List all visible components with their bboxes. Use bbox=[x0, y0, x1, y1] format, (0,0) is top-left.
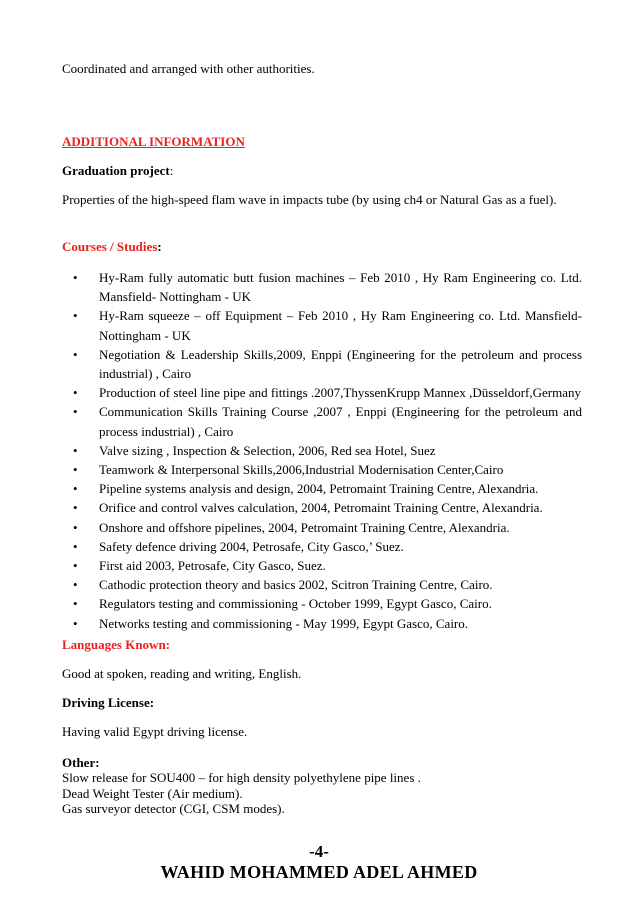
courses-list bbox=[62, 268, 582, 633]
bullet-icon: • bbox=[73, 404, 78, 420]
bullet-icon: • bbox=[73, 500, 78, 516]
bullet-icon: • bbox=[73, 577, 78, 593]
bullet-icon: • bbox=[73, 538, 78, 554]
course-text: Production of steel line pipe and fittings .2007,ThyssenKrupp Mannex ,Düsseldorf,Germany bbox=[99, 385, 581, 401]
other-heading: Other: bbox=[62, 755, 100, 770]
bullet-icon: • bbox=[73, 385, 78, 401]
course-item bbox=[62, 383, 582, 402]
bullet-icon: • bbox=[73, 308, 78, 324]
footer-name: WAHID MOHAMMED ADEL AHMED bbox=[160, 862, 478, 882]
intro-line: Coordinated and arranged with other authorities. bbox=[62, 61, 315, 76]
driving-license-heading: Driving License: bbox=[62, 695, 155, 710]
course-text: Hy-Ram fully automatic butt fusion machines – Feb 2010 , Hy Ram Engineering co. Ltd. Mansfield- Nottingham - UK bbox=[99, 270, 582, 305]
bullet-icon: • bbox=[73, 442, 78, 458]
course-item bbox=[62, 537, 582, 556]
course-item bbox=[62, 575, 582, 594]
course-item bbox=[62, 614, 582, 633]
course-text: Valve sizing , Inspection & Selection, 2006, Red sea Hotel, Suez bbox=[99, 442, 436, 458]
courses-heading-text: Courses / Studies bbox=[62, 239, 158, 254]
course-text: Teamwork & Interpersonal Skills,2006,Industrial Modernisation Center,Cairo bbox=[99, 462, 504, 478]
course-item bbox=[62, 268, 582, 306]
graduation-project-text: Properties of the high-speed flam wave in impacts tube (by using ch4 or Natural Gas as a fuel). bbox=[62, 192, 557, 207]
page-number: -4- bbox=[309, 842, 329, 861]
bullet-icon: • bbox=[73, 558, 78, 574]
course-text: Hy-Ram squeeze – off Equipment – Feb 2010 , Hy Ram Engineering co. Ltd. Mansfield-Nottingham - UK bbox=[99, 308, 582, 343]
graduation-colon: : bbox=[169, 163, 174, 178]
bullet-icon: • bbox=[73, 270, 78, 285]
languages-heading: Languages Known: bbox=[62, 637, 170, 652]
courses-heading bbox=[62, 239, 162, 255]
course-text: Cathodic protection theory and basics 2002, Scitron Training Centre, Cairo. bbox=[99, 577, 493, 593]
course-item bbox=[62, 594, 582, 613]
course-item bbox=[62, 402, 582, 440]
course-text: Safety defence driving 2004, Petrosafe, City Gasco,’ Suez. bbox=[99, 538, 404, 554]
course-item bbox=[62, 460, 582, 479]
graduation-project-label bbox=[62, 163, 173, 179]
other-line: Dead Weight Tester (Air medium). bbox=[62, 786, 243, 801]
course-item bbox=[62, 441, 582, 460]
course-text: First aid 2003, Petrosafe, City Gasco, Suez. bbox=[99, 558, 326, 574]
driving-license-text: Having valid Egypt driving license. bbox=[62, 724, 248, 739]
course-item bbox=[62, 306, 582, 344]
bullet-icon: • bbox=[73, 615, 78, 631]
course-text: Communication Skills Training Course ,2007 , Enppi (Engineering for the petroleum and process industrial) , Cairo bbox=[99, 404, 582, 439]
bullet-icon: • bbox=[73, 481, 78, 497]
courses-colon: : bbox=[157, 239, 162, 254]
other-line: Gas surveyor detector (CGI, CSM modes). bbox=[62, 801, 285, 816]
course-text: Networks testing and commissioning - May 1999, Egypt Gasco, Cairo. bbox=[99, 615, 469, 631]
course-item bbox=[62, 498, 582, 517]
graduation-label: Graduation project bbox=[62, 163, 170, 178]
course-text: Negotiation & Leadership Skills,2009, Enppi (Engineering for the petroleum and process industrial) , Cairo bbox=[99, 346, 582, 382]
course-item bbox=[62, 518, 582, 537]
bullet-icon: • bbox=[73, 596, 78, 612]
other-line: Slow release for SOU400 – for high density polyethylene pipe lines . bbox=[62, 770, 421, 785]
bullet-icon: • bbox=[73, 346, 78, 362]
course-text: Regulators testing and commissioning - October 1999, Egypt Gasco, Cairo. bbox=[99, 596, 492, 612]
languages-text: Good at spoken, reading and writing, English. bbox=[62, 666, 302, 681]
bullet-icon: • bbox=[73, 462, 78, 478]
course-text: Onshore and offshore pipelines, 2004, Petromaint Training Centre, Alexandria. bbox=[99, 519, 510, 535]
course-item bbox=[62, 556, 582, 575]
additional-info-heading: ADDITIONAL INFORMATION bbox=[62, 134, 245, 149]
course-text: Pipeline systems analysis and design, 2004, Petromaint Training Centre, Alexandria. bbox=[99, 481, 539, 497]
course-item bbox=[62, 345, 582, 383]
bullet-icon: • bbox=[73, 519, 78, 535]
course-item bbox=[62, 479, 582, 498]
course-text: Orifice and control valves calculation, 2004, Petromaint Training Centre, Alexandria. bbox=[99, 500, 543, 516]
